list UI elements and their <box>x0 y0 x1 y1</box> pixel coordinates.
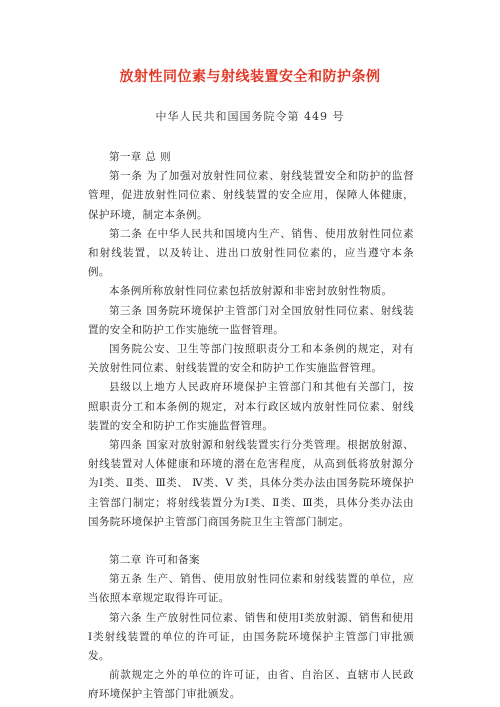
document-body <box>88 148 414 705</box>
paragraph: 第五条 生产、销售、使用放射性同位素和射线装置的单位，应当依照本章规定取得许可证。 <box>88 573 414 605</box>
section-spacer <box>88 532 414 551</box>
paragraph: 第二条 在中华人民共和国境内生产、销售、使用放射性同位素和射线装置，以及转让、进出口放射性同位素的，应当遵守本条例。 <box>88 227 414 279</box>
chapter-heading: 第二章 许可和备案 <box>109 554 200 567</box>
chapter-heading: 第一章 总 则 <box>109 151 171 163</box>
paragraph: 国务院公安、卫生等部门按照职责分工和本条例的规定，对有关放射性同位素、射线装置的安全和防护工作实施监督管理。 <box>88 343 414 375</box>
document-title: 放射性同位素与射线装置安全和防护条例 <box>119 69 381 85</box>
paragraph: 本条例所称放射性同位素包括放射源和非密封放射性物质。 <box>109 285 393 298</box>
decree-number: 中华人民共和国国务院令第 449 号 <box>155 110 345 123</box>
paragraph: 第四条 国家对放射源和射线装置实行分类管理。根据放射源、射线装置对人体健康和环境的潜在危害程度，从高到低将放射源分为Ⅰ类、Ⅱ类、Ⅲ类、 Ⅳ类、Ⅴ 类，具体分类办法由国务院环境保护主管部门制定；将射线装置分为Ⅰ类、Ⅱ类、Ⅲ类，具体分类办法由国务院环境保护主管部门商国务院卫生主管部门制定。 <box>88 439 414 528</box>
paragraph: 第一条 为了加强对放射性同位素、射线装置安全和防护的监督管理，促进放射性同位素、射线装置的安全应用，保障人体健康，保护环境，制定本条例。 <box>88 170 414 221</box>
paragraph: 前款规定之外的单位的许可证，由省、自治区、直辖市人民政府环境保护主管部门审批颁发。 <box>88 669 414 701</box>
paragraph: 第三条 国务院环境保护主管部门对全国放射性同位素、射线装置的安全和防护工作实施统一监督管理。 <box>88 304 414 336</box>
paragraph: 第六条 生产放射性同位素、销售和使用Ⅰ类放射源、销售和使用Ⅰ类射线装置的单位的许可证，由国务院环境保护主管部门审批颁发。 <box>88 611 414 663</box>
paragraph: 县级以上地方人民政府环境保护主管部门和其他有关部门，按照职责分工和本条例的规定，对本行政区域内放射性同位素、射线装置的安全和防护工作实施监督管理。 <box>88 381 414 432</box>
